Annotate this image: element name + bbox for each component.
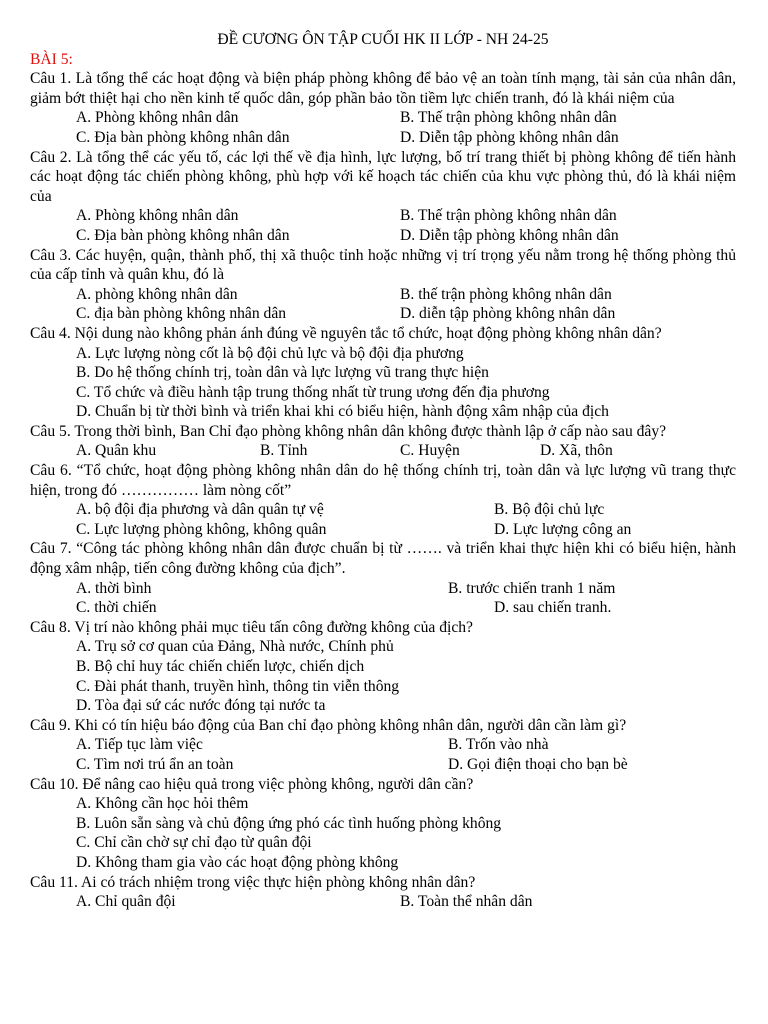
options-row — [30, 206, 736, 226]
option-b: B. trước chiến tranh 1 năm — [448, 579, 616, 597]
option-c: C. Lực lượng phòng không, không quân — [76, 520, 327, 538]
option-b: B. Do hệ thống chính trị, toàn dân và lực lượng vũ trang thực hiện — [76, 364, 489, 382]
option-c: C. địa bàn phòng không nhân dân — [76, 305, 287, 323]
option-b: B. Thế trận phòng không nhân dân — [400, 109, 617, 127]
option-c: C. thời chiến — [76, 599, 157, 617]
option-b: B. Thế trận phòng không nhân dân — [400, 207, 617, 225]
options-row — [30, 755, 736, 775]
option-b: B. Luôn sẵn sàng và chủ động ứng phó các tình huống phòng không — [76, 814, 502, 832]
document-title: ĐỀ CƯƠNG ÔN TẬP CUỐI HK II LỚP - NH 24-25 — [217, 31, 549, 48]
question-7: Câu 7. “Công tác phòng không nhân dân được chuẩn bị từ ……. và triển khai thực hiện khi có biểu hiện, hành động xâm nhập, tiến công đường không của địch”. — [30, 540, 736, 578]
question-2: Câu 2. Là tổng thể các yếu tố, các lợi thế về địa hình, lực lượng, bố trí trang thiết bị phòng không để tiến hành các hoạt động tác chiến phòng không, phù hợp với kế hoạch tác chiến của khu vực phòng thủ, đó là khái niệm của — [30, 148, 736, 205]
option-a: A. Phòng không nhân dân — [76, 207, 239, 225]
option-a: A. Quân khu — [76, 442, 157, 460]
option-d: D. Không tham gia vào các hoạt động phòng không — [76, 853, 399, 871]
option-b: B. Tỉnh — [260, 442, 308, 460]
option-d: D. Lực lượng công an — [494, 520, 632, 538]
option-c: C. Chỉ cần chờ sự chỉ đạo từ quân đội — [76, 834, 312, 852]
option-b: B. Bộ đội chủ lực — [494, 501, 605, 519]
option-d: D. Xã, thôn — [540, 442, 613, 460]
option-a: A. Phòng không nhân dân — [76, 109, 239, 127]
options-row — [30, 520, 736, 540]
option-d: D. diễn tập phòng không nhân dân — [400, 305, 616, 323]
options-row — [30, 579, 736, 599]
option-b: B. Trốn vào nhà — [448, 736, 549, 754]
question-11: Câu 11. Ai có trách nhiệm trong việc thực hiện phòng không nhân dân? — [30, 873, 476, 891]
option-a: A. Không cần học hỏi thêm — [76, 795, 249, 813]
question-6: Câu 6. “Tổ chức, hoạt động phòng không nhân dân do hệ thống chính trị, toàn dân và lực lượng vũ trang thực hiện, trong đó …………… làm nòng cốt” — [30, 462, 736, 499]
option-a: A. thời bình — [76, 579, 152, 597]
options-row — [30, 128, 736, 148]
option-a: A. Trụ sở cơ quan của Đảng, Nhà nước, Chính phủ — [76, 638, 394, 656]
options-row — [30, 598, 736, 618]
options-row — [30, 735, 736, 755]
options-row — [30, 304, 736, 324]
option-d: D. Diễn tập phòng không nhân dân — [400, 128, 619, 146]
question-1: Câu 1. Là tổng thể các hoạt động và biện pháp phòng không để bảo vệ an toàn tính mạng, tài sản của nhân dân, giảm bớt thiệt hại cho nền kinh tế quốc dân, góp phần bảo tồn tiềm lực chiến tranh, đó là khái niệm của — [30, 70, 736, 107]
option-b: B. thế trận phòng không nhân dân — [400, 285, 612, 303]
options-row — [30, 892, 736, 912]
option-d: D. sau chiến tranh. — [494, 599, 612, 617]
option-d: D. Gọi điện thoại cho bạn bè — [448, 755, 628, 773]
option-d: D. Tòa đại sứ các nước đóng tại nước ta — [76, 697, 326, 715]
question-8: Câu 8. Vị trí nào không phải mục tiêu tấn công đường không của địch? — [30, 618, 473, 636]
option-c: C. Tổ chức và điều hành tập trung thống nhất từ trung ương đến địa phương — [76, 383, 550, 401]
option-c: C. Tìm nơi trú ẩn an toàn — [76, 755, 234, 773]
option-a: A. bộ đội địa phương và dân quân tự vệ — [76, 501, 324, 519]
options-row — [30, 108, 736, 128]
question-3: Câu 3. Các huyện, quận, thành phố, thị xã thuộc tỉnh hoặc những vị trí trọng yếu nằm trong hệ thống phòng thủ của cấp tỉnh và quân khu, đó là — [30, 246, 736, 284]
option-a: A. Lực lượng nòng cốt là bộ đội chủ lực và bộ đội địa phương — [76, 344, 464, 362]
options-row — [30, 226, 736, 246]
document-page — [30, 30, 736, 912]
option-c: C. Huyện — [400, 442, 460, 460]
question-4: Câu 4. Nội dung nào không phản ánh đúng về nguyên tắc tổ chức, hoạt động phòng không nhân dân? — [30, 324, 662, 342]
section-heading: BÀI 5: — [30, 50, 73, 68]
option-a: A. phòng không nhân dân — [76, 285, 238, 303]
option-b: B. Toàn thể nhân dân — [400, 893, 533, 911]
option-a: A. Tiếp tục làm việc — [76, 736, 203, 754]
question-5: Câu 5. Trong thời bình, Ban Chỉ đạo phòng không nhân dân không được thành lập ở cấp nào sau đây? — [30, 422, 667, 440]
question-9: Câu 9. Khi có tín hiệu báo động của Ban chỉ đạo phòng không nhân dân, người dân cần làm gì? — [30, 716, 627, 734]
option-a: A. Chỉ quân đội — [76, 893, 176, 911]
question-10: Câu 10. Để nâng cao hiệu quả trong việc phòng không, người dân cần? — [30, 775, 474, 793]
option-c: C. Địa bàn phòng không nhân dân — [76, 226, 290, 244]
option-d: D. Diễn tập phòng không nhân dân — [400, 226, 619, 244]
options-row — [30, 500, 736, 520]
option-c: C. Đài phát thanh, truyền hình, thông tin viễn thông — [76, 677, 400, 695]
options-row — [30, 285, 736, 305]
option-d: D. Chuẩn bị từ thời bình và triển khai khi có biểu hiện, hành động xâm nhập của địch — [76, 403, 609, 421]
option-b: B. Bộ chỉ huy tác chiến chiến lược, chiến dịch — [76, 658, 365, 675]
option-c: C. Địa bàn phòng không nhân dân — [76, 128, 290, 146]
options-row — [30, 441, 736, 461]
